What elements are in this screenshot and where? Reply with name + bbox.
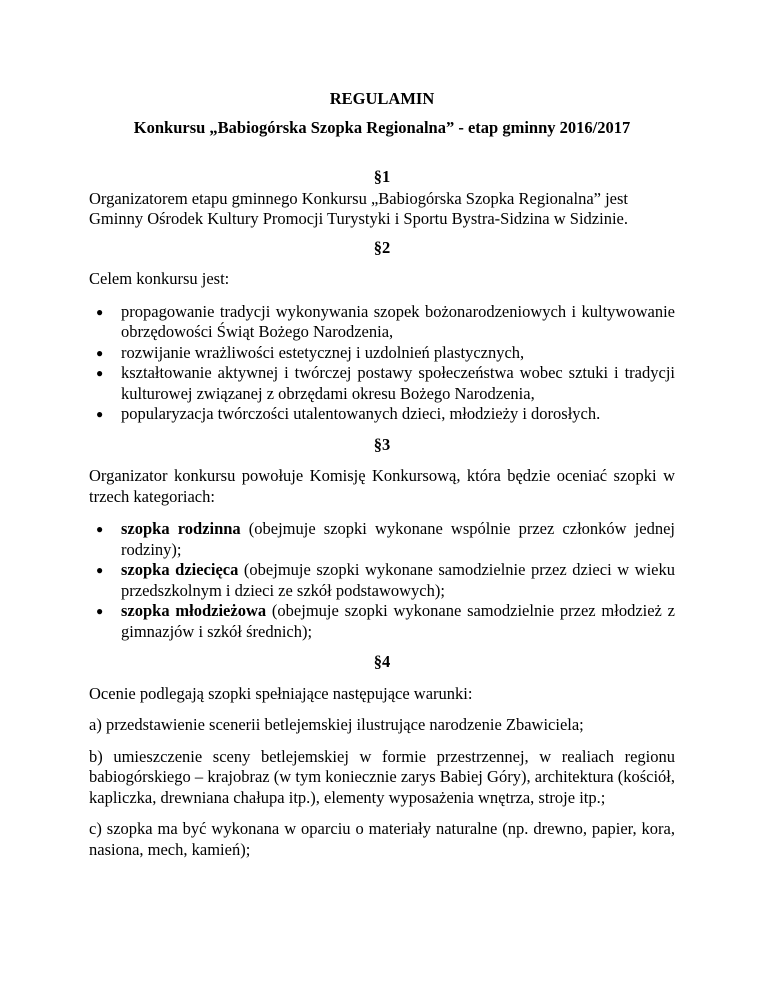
- document-body: [89, 89, 675, 860]
- list-item: [96, 601, 675, 642]
- list-item: [96, 519, 675, 560]
- section-mark-1: §1: [373, 167, 391, 186]
- section-2-intro: Celem konkursu jest:: [89, 269, 230, 288]
- bullet-icon: ●: [96, 304, 104, 319]
- categories-list: [89, 519, 675, 642]
- category-term: szopka dziecięca: [121, 560, 239, 579]
- section-mark-3: §3: [373, 434, 391, 454]
- bullet-icon: ●: [96, 345, 104, 360]
- section-1-text: Organizatorem etapu gminnego Konkursu „Babiogórska Szopka Regionalna” jest Gminny Ośrodek Kultury Promocji Turystyki i Sportu Bystra-Sidzina w Sidzinie.: [89, 188, 629, 228]
- document-subtitle: Konkursu „Babiogórska Szopka Regionalna” - etap gminny 2016/2017: [133, 117, 631, 137]
- category-term: szopka rodzinna: [121, 519, 241, 538]
- list-item: ● popularyzacja twórczości utalentowanych dzieci, młodzieży i dorosłych.: [96, 404, 601, 423]
- section-4-intro: Ocenie podlegają szopki spełniające następujące warunki:: [89, 683, 473, 703]
- condition-a: a) przedstawienie scenerii betlejemskiej ilustrujące narodzenie Zbawiciela;: [89, 715, 584, 734]
- list-item: ● propagowanie tradycji wykonywania szopek bożonarodzeniowych i kultywowanie obrzędowości Świąt Bożego Narodzenia,: [96, 301, 675, 341]
- category-desc: (obejmuje szopki wykonane samodzielnie przez dzieci w wieku przedszkolnym i dzieci ze szkół podstawowych);: [121, 560, 676, 600]
- goals-list: [89, 302, 675, 425]
- list-item: [96, 560, 676, 601]
- bullet-icon: ●: [96, 522, 104, 536]
- section-mark-4: §4: [373, 652, 391, 671]
- bullet-icon: ●: [96, 407, 104, 421]
- bullet-icon: ●: [96, 366, 104, 380]
- bullet-icon: ●: [96, 563, 104, 577]
- list-item: ● rozwijanie wrażliwości estetycznej i uzdolnień plastycznych,: [96, 342, 525, 362]
- condition-c: c) szopka ma być wykonana w oparciu o materiały naturalne (np. drewno, papier, kora, nasiona, mech, kamień);: [89, 819, 675, 859]
- list-item: ● kształtowanie aktywnej i twórczej postawy społeczeństwa wobec sztuki i tradycji kulturowej związanej z obrzędami okresu Bożego Narodzenia,: [96, 363, 675, 403]
- section-mark-2: §2: [373, 237, 391, 257]
- condition-b: b) umieszczenie sceny betlejemskiej w formie przestrzennej, w realiach regionu babiogórskiego – krajobraz (w tym koniecznie zarys Babiej Góry), architektura (kościół, kapliczka, drewniana chałupa itp.), elementy wyposażenia wnętrza, stroje itp.;: [89, 746, 675, 807]
- category-desc: (obejmuje szopki wykonane samodzielnie przez młodzież z gimnazjów i szkół średnich);: [121, 601, 675, 641]
- document-title: REGULAMIN: [329, 89, 435, 108]
- bullet-icon: ●: [96, 604, 104, 618]
- category-term: szopka młodzieżowa: [121, 601, 267, 620]
- category-desc: (obejmuje szopki wykonane wspólnie przez członków jednej rodziny);: [121, 519, 675, 559]
- section-3-intro: Organizator konkursu powołuje Komisję Konkursową, która będzie oceniać szopki w trzech kategoriach:: [89, 466, 675, 506]
